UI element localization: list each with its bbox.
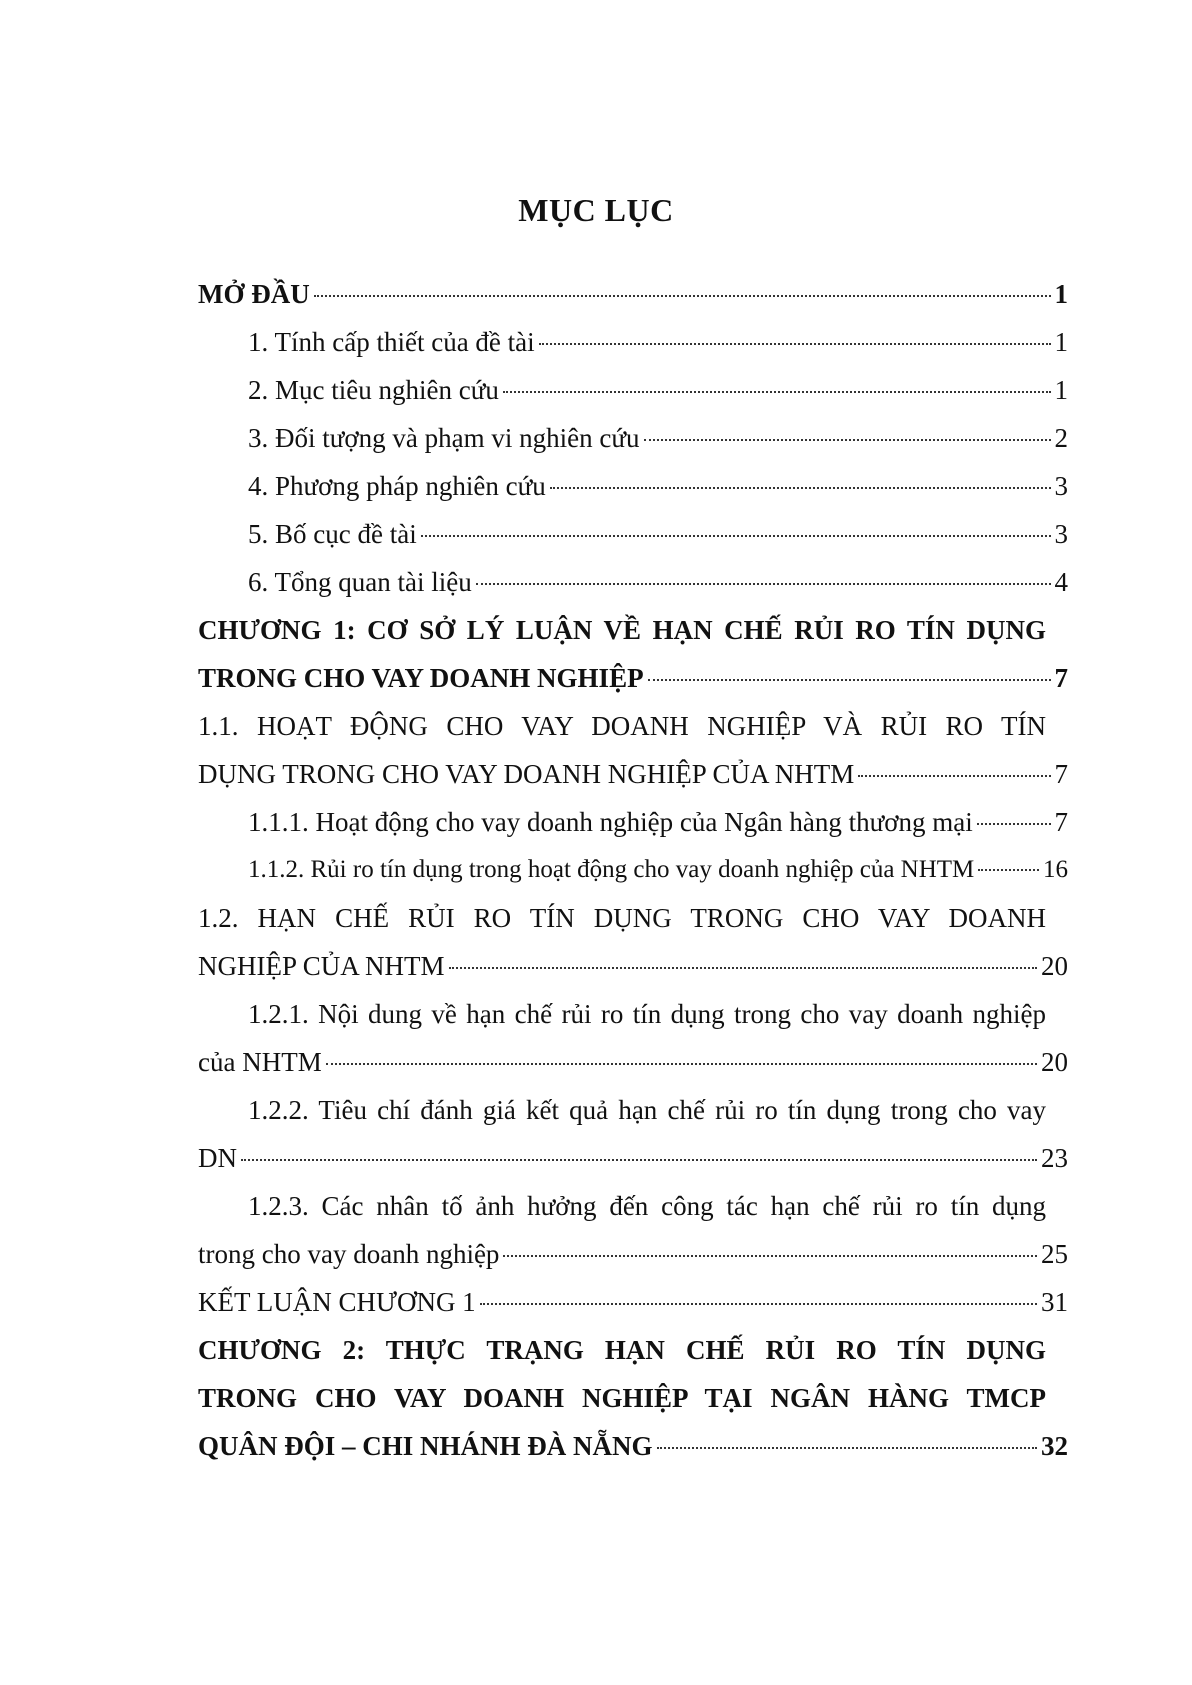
toc-entry[interactable] xyxy=(198,606,1068,702)
toc-page-number: 16 xyxy=(1043,856,1068,883)
toc-page-number: 32 xyxy=(1041,1431,1068,1461)
dot-leader xyxy=(648,679,1051,681)
toc-entry[interactable] xyxy=(198,366,1068,414)
toc-entry-text: MỞ ĐẦU xyxy=(198,279,310,309)
toc-entry-text-line2: DN xyxy=(198,1143,237,1173)
dot-leader xyxy=(539,343,1051,345)
toc-entry[interactable] xyxy=(198,558,1068,606)
toc-page-number: 3 xyxy=(1054,471,1068,501)
dot-leader xyxy=(326,1063,1037,1065)
toc-entry-text-line2: NGHIỆP CỦA NHTM xyxy=(198,951,445,981)
toc-page-number: 23 xyxy=(1041,1143,1068,1173)
dot-leader xyxy=(480,1303,1037,1305)
toc-page-number: 4 xyxy=(1054,567,1068,597)
toc-entry-text: 4. Phương pháp nghiên cứu xyxy=(248,471,546,501)
toc-entry-text-line2: TRONG CHO VAY DOANH NGHIỆP TẠI NGÂN HÀNG TMCP xyxy=(198,1383,1046,1413)
dot-leader xyxy=(644,439,1051,441)
dot-leader xyxy=(241,1159,1037,1161)
dot-leader xyxy=(503,1255,1037,1257)
toc-entry-text-line1: CHƯƠNG 1: CƠ SỞ LÝ LUẬN VỀ HẠN CHẾ RỦI RO TÍN DỤNG xyxy=(198,615,1046,645)
toc-page-number: 25 xyxy=(1041,1239,1068,1269)
toc-page-number: 20 xyxy=(1041,1047,1068,1077)
toc-page-number: 3 xyxy=(1054,519,1068,549)
toc-entry[interactable] xyxy=(198,510,1068,558)
toc-entry[interactable] xyxy=(198,990,1068,1086)
toc-entry[interactable] xyxy=(198,894,1068,990)
dot-leader xyxy=(977,823,1051,825)
toc-entry[interactable] xyxy=(198,846,1068,894)
toc-entry[interactable] xyxy=(198,318,1068,366)
toc-entry-text: 1.1.1. Hoạt động cho vay doanh nghiệp của Ngân hàng thương mại xyxy=(248,807,973,837)
toc-page-number: 1 xyxy=(1054,327,1068,357)
toc-entry-text: 6. Tổng quan tài liệu xyxy=(248,567,472,597)
toc-entry-text-line1: 1.1. HOẠT ĐỘNG CHO VAY DOANH NGHIỆP VÀ RỦI RO TÍN xyxy=(198,711,1046,741)
toc-entry[interactable] xyxy=(198,702,1068,798)
toc-entry[interactable] xyxy=(198,1182,1068,1278)
toc-entry-text-line1: 1.2.1. Nội dung về hạn chế rủi ro tín dụng trong cho vay doanh nghiệp xyxy=(248,999,1046,1029)
dot-leader xyxy=(449,967,1037,969)
toc-page-number: 20 xyxy=(1041,951,1068,981)
toc-entry-text-line2: trong cho vay doanh nghiệp xyxy=(198,1239,500,1269)
toc-entry-text: 3. Đối tượng và phạm vi nghiên cứu xyxy=(248,423,640,453)
dot-leader xyxy=(314,295,1051,297)
page-title: MỤC LỤC xyxy=(518,192,674,228)
toc-page-number: 1 xyxy=(1054,279,1068,309)
toc-entry[interactable] xyxy=(198,462,1068,510)
dot-leader xyxy=(657,1447,1037,1449)
toc-entry[interactable] xyxy=(198,1086,1068,1182)
toc-entry-text-line1: 1.2.2. Tiêu chí đánh giá kết quả hạn chế rủi ro tín dụng trong cho vay xyxy=(248,1095,1046,1125)
toc-entry-text-line1: CHƯƠNG 2: THỰC TRẠNG HẠN CHẾ RỦI RO TÍN DỤNG xyxy=(198,1335,1046,1365)
toc-entry-text-line2: của NHTM xyxy=(198,1047,322,1077)
toc-entry-text-line1: 1.2.3. Các nhân tố ảnh hưởng đến công tác hạn chế rủi ro tín dụng xyxy=(248,1191,1046,1221)
toc-entry-text-line2: TRONG CHO VAY DOANH NGHIỆP xyxy=(198,663,644,693)
toc-page-number: 31 xyxy=(1041,1287,1068,1317)
dot-leader xyxy=(978,869,1039,871)
toc-entry-text: 1. Tính cấp thiết của đề tài xyxy=(248,327,535,357)
toc-page-number: 7 xyxy=(1054,759,1068,789)
toc-page-number: 1 xyxy=(1054,375,1068,405)
table-of-contents xyxy=(198,270,1068,1470)
toc-entry[interactable] xyxy=(198,414,1068,462)
toc-entry-text: 2. Mục tiêu nghiên cứu xyxy=(248,375,499,405)
toc-entry-text-line3: QUÂN ĐỘI – CHI NHÁNH ĐÀ NẴNG xyxy=(198,1431,653,1461)
dot-leader xyxy=(503,391,1051,393)
toc-page-number: 2 xyxy=(1054,423,1068,453)
toc-entry[interactable] xyxy=(198,1326,1068,1470)
dot-leader xyxy=(476,583,1051,585)
dot-leader xyxy=(550,487,1051,489)
toc-page-number: 7 xyxy=(1054,807,1068,837)
toc-entry[interactable] xyxy=(198,1278,1068,1326)
toc-entry-text-line2: DỤNG TRONG CHO VAY DOANH NGHIỆP CỦA NHTM xyxy=(198,759,855,789)
toc-entry-text: 1.1.2. Rủi ro tín dụng trong hoạt động cho vay doanh nghiệp của NHTM xyxy=(248,856,975,883)
toc-entry-text: 5. Bố cục đề tài xyxy=(248,519,417,549)
toc-entry-text: KẾT LUẬN CHƯƠNG 1 xyxy=(198,1287,476,1317)
toc-entry[interactable] xyxy=(198,798,1068,846)
toc-entry[interactable] xyxy=(198,270,1068,318)
toc-page-number: 7 xyxy=(1054,663,1068,693)
dot-leader xyxy=(858,775,1050,777)
toc-entry-text-line1: 1.2. HẠN CHẾ RỦI RO TÍN DỤNG TRONG CHO VAY DOANH xyxy=(198,903,1046,933)
dot-leader xyxy=(421,535,1051,537)
